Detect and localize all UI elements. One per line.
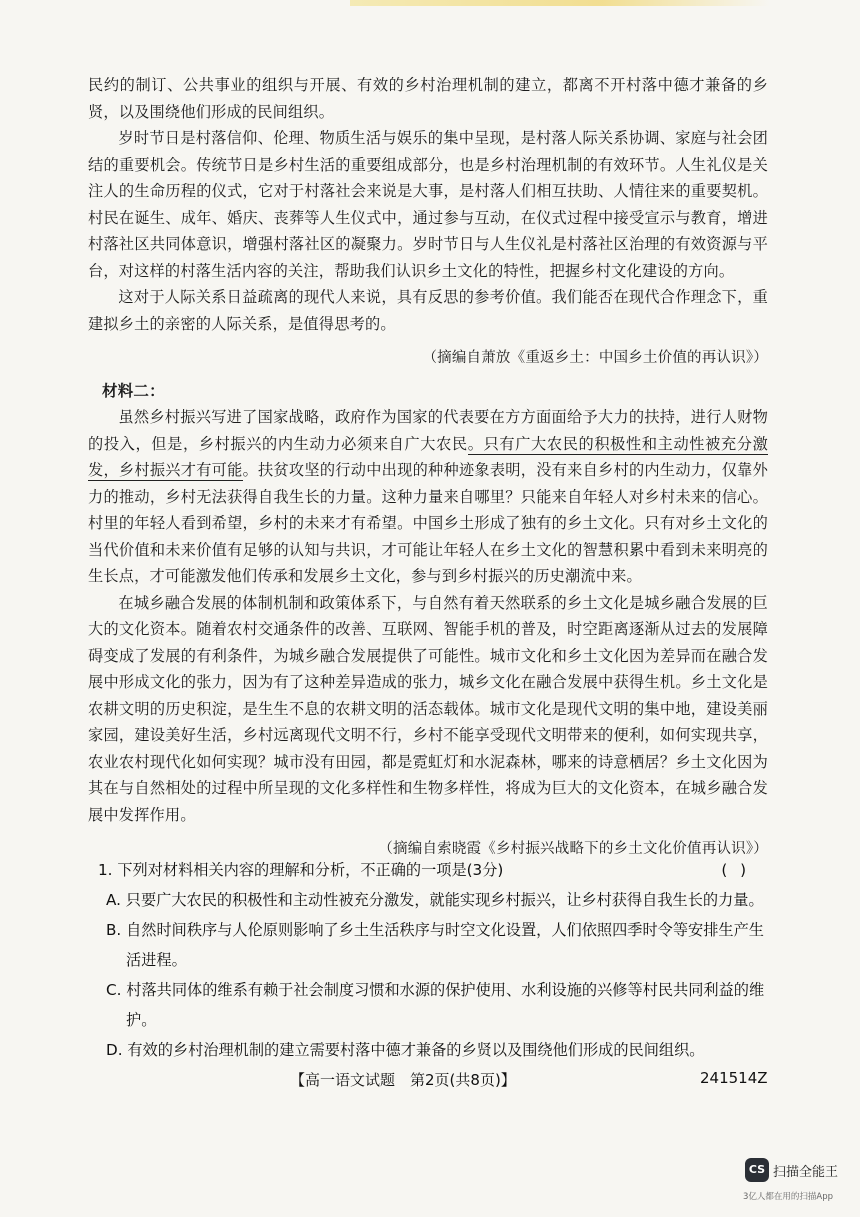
material2-p1-part-a: 虽然乡村振兴写进了国家战略，政府作为国家的代表要在方方面面给予大力的扶持，进行人财物的投入，但是，乡村振兴的内生动力必须来自广大农民 bbox=[88, 408, 768, 453]
material1-paragraph-2: 岁时节日是村落信仰、伦理、物质生活与娱乐的集中呈现，是村落人际关系协调、家庭与社会团结的重要机会。传统节日是乡村生活的重要组成部分，也是乡村治理机制的有效环节。人生礼仪是关注人的生命历程的仪式，它对于村落社会来说是大事，是村落人们相互扶助、人情往来的重要契机。村民在诞生、成年、婚庆、丧葬等人生仪式中，通过参与互动，在仪式过程中接受宣示与教育，增进村落社区共同体意识，增强村落社区的凝聚力。岁时节日与人生仪礼是村落社区治理的有效资源与平台，对这样的村落生活内容的关注，帮助我们认识乡土文化的特性，把握乡村文化建设的方向。 bbox=[88, 129, 768, 280]
paper-code: 241514Z bbox=[700, 1069, 768, 1087]
underlined-sentence: 。只有广大农民的积极性和主动性被充分激发，乡村振兴才有可能 bbox=[88, 434, 768, 479]
question-stem bbox=[98, 855, 778, 885]
answer-blank: ( ) bbox=[721, 861, 750, 879]
option-label: C. bbox=[106, 981, 122, 999]
option-text: 村落共同体的维系有赖于社会制度习惯和水源的保护使用、水利设施的兴修等村民共同利益的维护。 bbox=[126, 981, 765, 1029]
material2-paragraph-1 bbox=[88, 404, 768, 590]
material1-paragraph-1: 民约的制订、公共事业的组织与开展、有效的乡村治理机制的建立，都离不开村落中德才兼备的乡贤，以及围绕他们形成的民间组织。 bbox=[88, 76, 768, 121]
option-label: A. bbox=[106, 891, 121, 909]
material2-p1-part-c: 。扶贫攻坚的行动中出现的种种迹象表明，没有来自乡村的内生动力，仅靠外力的推动，乡村无法获得自我生长的力量。这种力量来自哪里？只能来自年轻人对乡村未来的信心。村里的年轻人看到希望，乡村的未来才有希望。中国乡土形成了独有的乡土文化。只有对乡土文化的当代价值和未来价值有足够的认知与共识，才可能让年轻人在乡土文化的智慧积累中看到未来明亮的生长点，才可能激发他们传承和发展乡土文化，参与到乡村振兴的历史潮流中来。 bbox=[88, 461, 768, 585]
option-text: 只要广大农民的积极性和主动性被充分激发，就能实现乡村振兴，让乡村获得自我生长的力量。 bbox=[125, 891, 764, 909]
option-d bbox=[106, 1035, 778, 1065]
watermark-title: 扫描全能王 bbox=[773, 1165, 839, 1180]
material1-source: （摘编自萧放《重返乡土：中国乡土价值的再认识》） bbox=[422, 350, 768, 366]
scanner-watermark bbox=[745, 1158, 855, 1210]
option-text: 自然时间秩序与人伦原则影响了乡土生活秩序与时空文化设置，人们依照四季时令等安排生产生活进程。 bbox=[126, 921, 764, 969]
page-footer bbox=[290, 1069, 790, 1090]
material2-paragraph-2: 在城乡融合发展的体制机制和政策体系下，与自然有着天然联系的乡土文化是城乡融合发展的巨大的文化资本。随着农村交通条件的改善、互联网、智能手机的普及，时空距离逐渐从过去的发展障碍变成了发展的有利条件，为城乡融合发展提供了可能性。城市文化和乡土文化因为差异而在融合发展中形成文化的张力，因为有了这种差异造成的张力，城乡文化在融合发展中获得生机。乡土文化是农耕文明的历史积淀，是生生不息的农耕文明的活态载体。城市文化是现代文明的集中地，建设美丽家园，建设美好生活，乡村远离现代文明不行，乡村不能享受现代文明带来的便利，如何实现共享，农业农村现代化如何实现？城市没有田园，都是霓虹灯和水泥森林，哪来的诗意栖居？乡土文化因为其在与自然相处的过程中所呈现的文化多样性和生物多样性，将成为巨大的文化资本，在城乡融合发展中发挥作用。 bbox=[88, 593, 768, 824]
option-label: B. bbox=[106, 921, 122, 939]
material2-heading: 材料二： bbox=[102, 381, 165, 400]
question-stem-text: 1. 下列对材料相关内容的理解和分析，不正确的一项是(3分) bbox=[98, 861, 504, 879]
option-text: 有效的乡村治理机制的建立需要村落中德才兼备的乡贤以及围绕他们形成的民间组织。 bbox=[127, 1041, 705, 1059]
material1-paragraph-3: 这对于人际关系日益疏离的现代人来说，具有反思的参考价值。我们能否在现代合作理念下，重建拟乡土的亲密的人际关系，是值得思考的。 bbox=[88, 288, 768, 333]
watermark-subtitle: 3亿人都在用的扫描App bbox=[743, 1192, 834, 1202]
reading-material bbox=[88, 72, 768, 869]
option-b bbox=[106, 915, 778, 975]
option-c bbox=[106, 975, 778, 1035]
camscanner-logo-icon: CS bbox=[745, 1158, 769, 1182]
footer-title: 【高一语文试题 第2页(共8页)】 bbox=[290, 1071, 516, 1089]
option-label: D. bbox=[106, 1041, 123, 1059]
question-1 bbox=[98, 855, 778, 1065]
option-a bbox=[106, 885, 778, 915]
scan-edge-highlight bbox=[350, 0, 770, 6]
material2-source: （摘编自索晓霞《乡村振兴战略下的乡土文化价值再认识》） bbox=[378, 841, 768, 857]
